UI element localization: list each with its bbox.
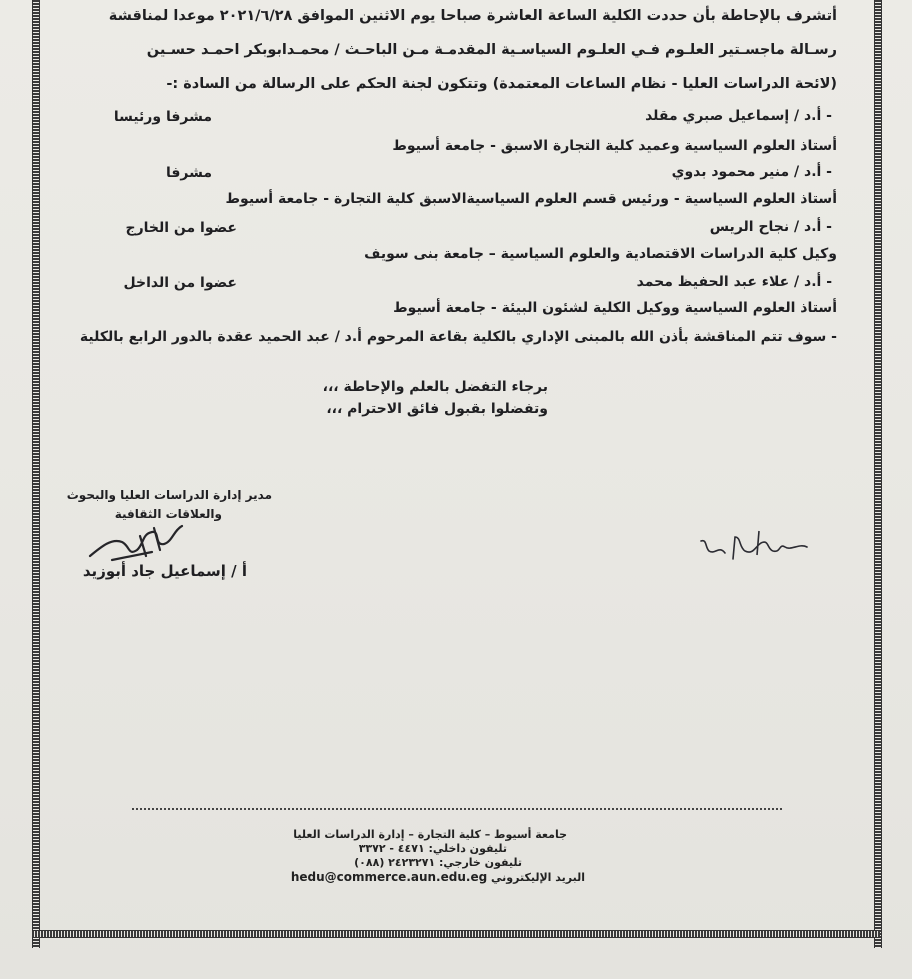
handwritten-signature (82, 516, 202, 566)
committee-member-role: مشرفا ورئيسا (113, 109, 212, 125)
committee-member-role: عضوا من الداخل (123, 275, 237, 291)
handwritten-initials-signature (695, 525, 815, 570)
closing-line-1: برجاء التفضل بالعلم والإحاطة ،،، (322, 379, 548, 395)
venue-note: - سوف تتم المناقشة بأذن الله بالمبنى الإداري بالكلية بقاعة المرحوم أ.د / عبد الحميد عقدة بالدور الرابع بالكلية (79, 329, 837, 345)
signatory-title-line-2: والعلاقات الثقافية (114, 507, 222, 521)
footer-email-address[interactable]: hedu@commerce.aun.edu.eg (290, 870, 488, 884)
right-border-ornament (874, 0, 882, 948)
footer-email-label: البريد الإليكتروني (491, 871, 585, 884)
intro-line-2: رسـالة ماجسـتير العلـوم فـي العلـوم السياسـية المقدمـة مـن الباحـث / محمـدابوبكر احمـد حسـين (146, 42, 837, 58)
footer-external-phone: تليفون خارجي: ٢٤٢٣٢٧١ (٠٨٨) (354, 856, 522, 869)
footer-email-row (291, 870, 585, 885)
committee-member-name: - أ.د / إسماعيل صبري مقلد (645, 108, 832, 124)
committee-member-title: وكيل كلية الدراسات الاقتصادية والعلوم السياسية – جامعة بنى سويف (364, 246, 837, 262)
bottom-border-ornament (32, 930, 880, 938)
footer-divider (132, 808, 782, 810)
left-border-ornament (32, 0, 40, 948)
signatory-title-line-1: مدير إدارة الدراسات العليا والبحوث (66, 488, 272, 502)
committee-member-title: أستاذ العلوم السياسية ووكيل الكلية لشئون البيئة - جامعة أسيوط (393, 300, 837, 316)
footer-university-line: جامعة أسيوط – كلية التجارة – إدارة الدراسات العليا (293, 828, 567, 841)
closing-line-2: وتفضلوا بقبول فائق الاحترام ،،، (326, 401, 548, 417)
intro-line-3: (لائحة الدراسات العليا - نظام الساعات المعتمدة) وتتكون لجنة الحكم على الرسالة من السادة :- (166, 76, 837, 92)
committee-member-role: عضوا من الخارج (125, 220, 237, 236)
committee-member-name: - أ.د / نجاح الريس (709, 219, 832, 235)
committee-member-name: - أ.د / منير محمود بدوي (671, 164, 832, 180)
footer-internal-phone: تليفون داخلي: ٤٤٧١ - ٣٣٧٢ (358, 842, 507, 855)
committee-member-role: مشرفا (165, 165, 212, 181)
committee-member-title: أستاذ العلوم السياسية وعميد كلية التجارة الاسبق - جامعة أسيوط (392, 138, 837, 154)
committee-member-title: أستاذ العلوم السياسية - ورئيس قسم العلوم السياسيةالاسبق كلية التجارة - جامعة أسيوط (225, 191, 837, 207)
committee-member-name: - أ.د / علاء عبد الحفيظ محمد (636, 274, 832, 290)
signatory-name: أ / إسماعيل جاد أبوزيد (82, 562, 247, 580)
intro-line-1: أتشرف بالإحاطة بأن حددت الكلية الساعة العاشرة صباحا يوم الاثنين الموافق ٢٠٢١/٦/٢٨ موعدا لمناقشة (108, 8, 837, 24)
